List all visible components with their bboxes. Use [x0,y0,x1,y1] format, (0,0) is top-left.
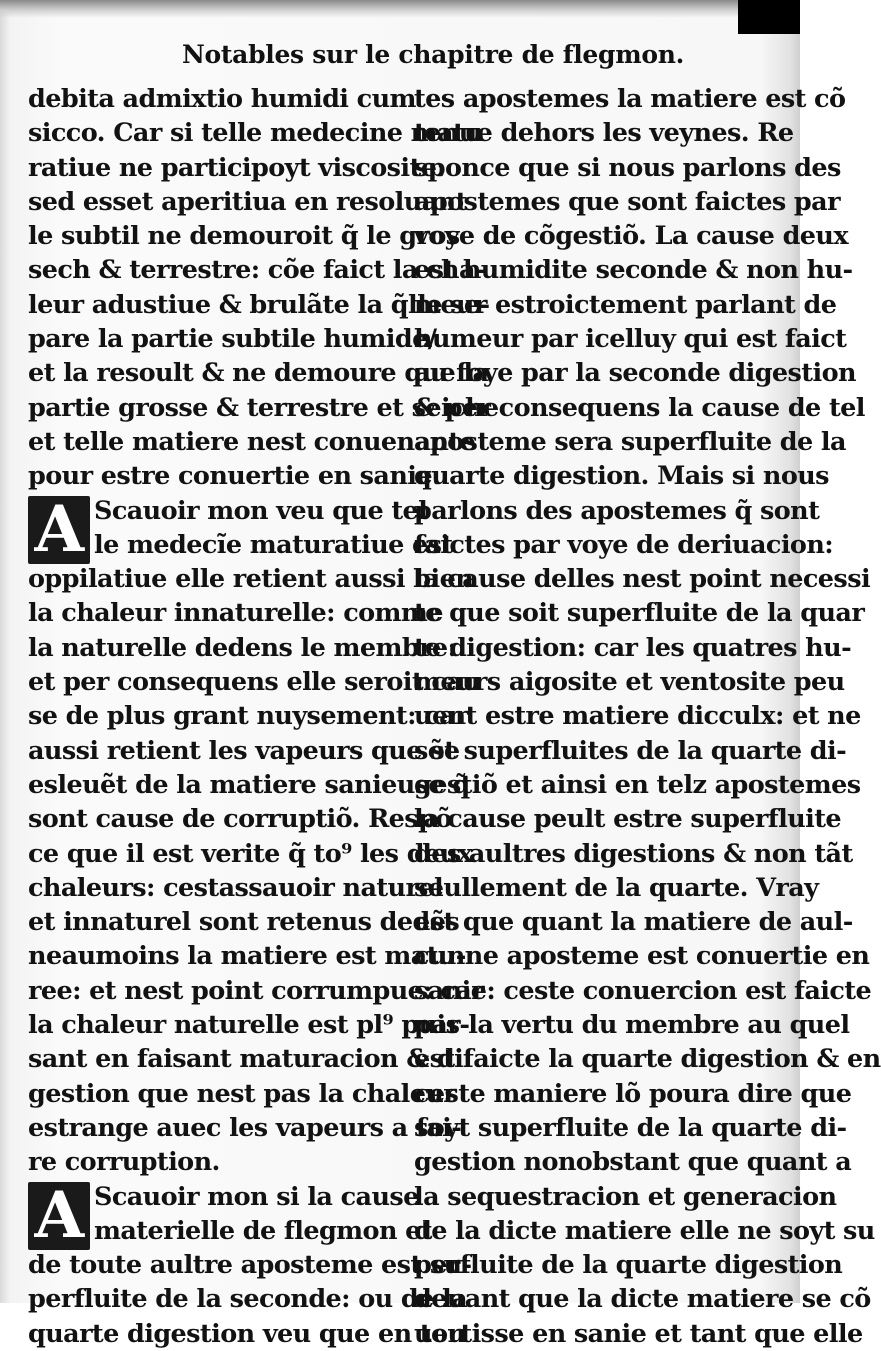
text-line: et innaturel sont retenus dedẽs [28,907,460,938]
text-line: perfluite de la seconde: ou de la [28,1284,468,1315]
text-line: sed esset aperitiua en resoluant [28,186,467,217]
text-line: de la dicte matiere elle ne soyt su [414,1215,875,1246]
text-line: cunne aposteme est conuertie en [414,941,870,972]
text-line: le subtil ne demouroit q̃ le gros [28,221,460,252]
left-paragraph-1 [28,82,499,494]
text-line: & per consequens la cause de tel [414,392,865,423]
text-line: humeur par icelluy qui est faict [414,324,847,355]
text-line: uertisse en sanie et tant que elle [414,1318,863,1349]
text-line: la sequestracion et generacion [414,1181,837,1212]
left-column [28,82,499,1351]
text-line: quarte digestion. Mais si nous [414,461,829,492]
text-line: gestiõ et ainsi en telz apostemes [414,769,861,800]
text-line: estrange auec les vapeurs a fai- [28,1112,462,1143]
text-line: aussi retient les vapeurs que se [28,735,460,766]
text-line: chaleurs: cestassauoir naturel [28,872,444,903]
text-line: la chaleur naturelle est pl⁹ puis- [28,1010,470,1041]
text-line: ree: et nest point corrumpue: car [28,975,485,1006]
text-line: et la resoult & ne demoure que la [28,358,489,389]
text-line: la cause peult estre superfluite [414,804,842,835]
text-line: sponce que si nous parlons des [414,152,841,183]
text-line: voye de cõgestiõ. La cause deux [414,221,848,252]
text-line: tenue dehors les veynes. Re [414,118,794,149]
text-line: pour estre conuertie en sanie. [28,461,441,492]
text-line: soyt superfluite de la quarte di- [414,1112,847,1143]
text-line: pare la partie subtile humide/ [28,324,437,355]
text-line: sõt superfluites de la quarte di- [414,735,847,766]
text-line: partie grosse & terrestre et seiche [28,392,499,423]
text-line: de toute aultre aposteme est su- [28,1250,472,1281]
text-line: leur adustiue & brulãte la q̃lle se- [28,289,490,320]
text-line: le medecĩe maturatiue est [94,529,453,560]
text-line: la cause delles nest point necessi [414,564,871,595]
text-line: faictes par voye de deriuacion: [414,529,834,560]
text-line: meurs aigosite et ventosite peu [414,667,845,698]
text-line: Scauoir mon si la cause [94,1181,419,1212]
text-line: et per consequens elle seroit cau [28,667,481,698]
text-line: gestion que nest pas la chaleur [28,1078,457,1109]
text-line: ratiue ne participoyt viscosite: [28,152,446,183]
text-line: apostemes que sont faictes par [414,186,840,217]
left-paragraph-3 [28,1177,472,1351]
text-line: tes apostemes la matiere est cõ [414,84,846,114]
text-line: sant en faisant maturacion & di [28,1044,464,1075]
text-line: est humidite seconde & non hu- [414,255,853,286]
left-paragraph-2 [28,491,485,1180]
text-line: sicco. Car si telle medecine matu [28,118,483,149]
text-line: sech & terrestre: cõe faict la cha- [28,255,485,286]
text-line: neaumoins la matiere est matu- [28,941,466,972]
text-line: te que soit superfluite de la quar [414,598,865,629]
text-line: uent estre matiere dicculx: et ne [414,701,861,732]
text-line: parlons des apostemes q̃ sont [414,495,820,526]
text-line: ceste maniere lõ poura dire que [414,1078,852,1109]
drop-cap-initial: A [28,496,90,564]
text-line: materielle de flegmon et [94,1215,432,1246]
text-line: et telle matiere nest conuenante [28,426,476,457]
text-line: au foye par la seconde digestion [414,358,856,389]
running-head: Notables sur le chapitre de flegmon. [182,40,685,69]
text-line: la chaleur innaturelle: comme [28,598,443,629]
text-line: te digestion: car les quatres hu- [414,632,852,663]
text-line: re corruption. [28,1147,220,1178]
text-line: debita admixtio humidi cum [28,84,416,114]
text-line: par la vertu du membre au quel [414,1010,850,1041]
text-line: Scauoir mon veu que tel [94,495,428,526]
page-top-shadow [0,0,800,18]
text-line: est faicte la quarte digestion & en [414,1044,881,1075]
scan-corner-shadow [738,0,800,34]
text-line: aposteme sera superfluite de la [414,426,846,457]
text-line: esleuẽt de la matiere sanieuse q̃ [28,769,470,800]
text-line: sont cause de corruptiõ. Respõ [28,804,452,835]
text-line: ce que il est verite q̃ to⁹ les deux [28,838,473,869]
text-line: meur estroictement parlant de [414,289,837,320]
text-line: gestion nonobstant que quant a [414,1147,852,1178]
right-column [414,82,881,1351]
drop-cap-initial: A [28,1182,90,1250]
text-line: quarte digestion veu que en tou [28,1318,466,1349]
text-line: sanie: ceste conuercion est faicte [414,975,872,1006]
text-line: oppilatiue elle retient aussi bien [28,564,474,595]
text-line: des aultres digestions & non tãt [414,838,853,869]
text-line: perfluite de la quarte digestion [414,1250,843,1281]
text-line: se de plus grant nuysement: car [28,701,468,732]
text-line: la naturelle dedens le membre: [28,632,457,663]
text-line: seullement de la quarte. Vray [414,872,819,903]
text-line: deuant que la dicte matiere se cõ [414,1284,871,1315]
text-line: est que quant la matiere de aul- [414,907,853,938]
